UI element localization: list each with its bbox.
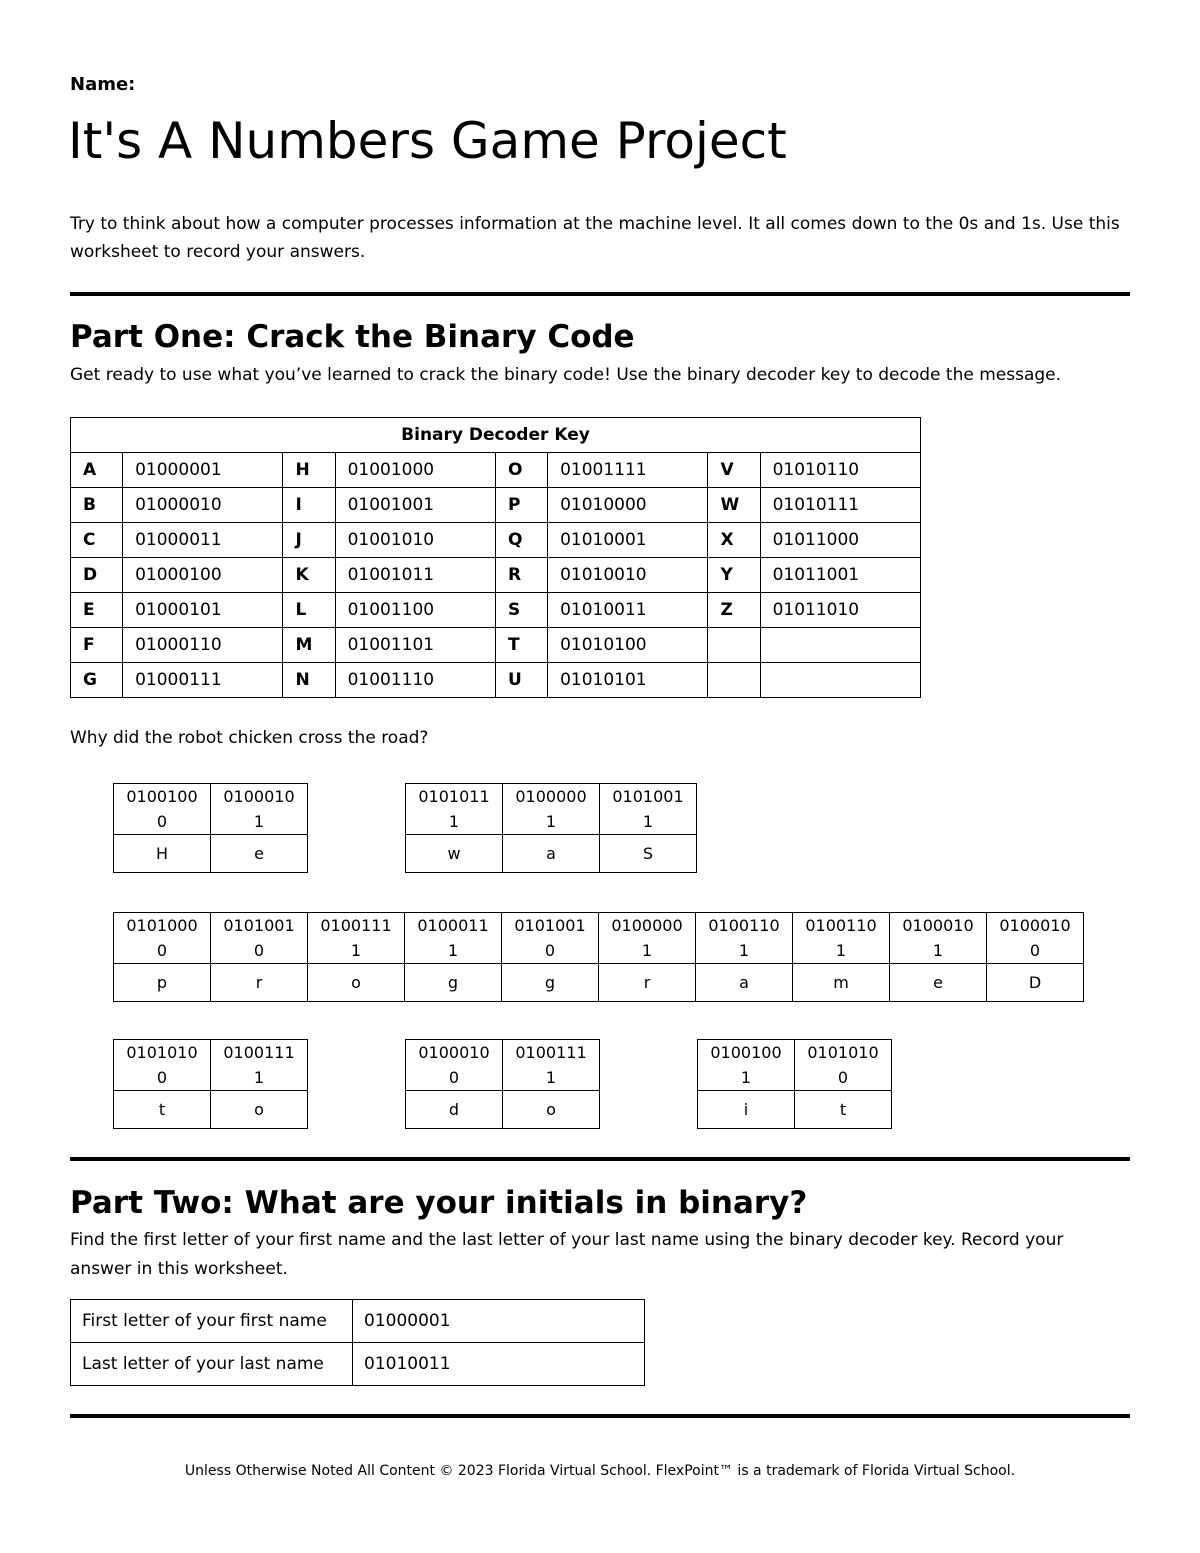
decoded-row [114, 835, 308, 873]
decoded-letter-cell[interactable]: e [890, 964, 987, 1002]
key-letter: C [71, 523, 123, 558]
binary-digits: 0100100 [710, 1043, 782, 1062]
table-row [71, 1300, 645, 1343]
key-binary: 01010100 [548, 628, 708, 663]
decoded-letter-cell[interactable]: d [406, 1091, 503, 1129]
decoded-letter-cell[interactable]: r [211, 964, 308, 1002]
key-binary: 01000110 [123, 628, 283, 663]
binary-cell [793, 913, 890, 964]
binary-cell [696, 913, 793, 964]
key-binary [760, 663, 920, 698]
key-letter: P [495, 488, 547, 523]
binary-row [406, 784, 697, 835]
binary-row [406, 1040, 600, 1091]
table-row [71, 663, 921, 698]
binary-decoder-key-table [70, 417, 921, 698]
binary-digits: 0 [544, 941, 556, 960]
binary-digits: 0100011 [417, 916, 489, 935]
key-letter: S [495, 593, 547, 628]
binary-digits: 0101010 [126, 1043, 198, 1062]
key-binary: 01000010 [123, 488, 283, 523]
key-binary: 01010010 [548, 558, 708, 593]
binary-cell [795, 1040, 892, 1091]
binary-digits: 0100000 [611, 916, 683, 935]
binary-digits: 0100010 [418, 1043, 490, 1062]
binary-cell [405, 913, 502, 964]
key-letter: T [495, 628, 547, 663]
key-binary: 01010111 [760, 488, 920, 523]
decoded-row [114, 1091, 308, 1129]
decoded-row [698, 1091, 892, 1129]
name-label: Name: [70, 74, 136, 95]
key-letter: D [71, 558, 123, 593]
key-binary: 01001110 [335, 663, 495, 698]
word-table [405, 783, 697, 873]
binary-digits: 1 [642, 812, 654, 831]
decoded-letter-cell[interactable]: a [503, 835, 600, 873]
binary-cell [114, 1040, 211, 1091]
binary-cell [406, 784, 503, 835]
binary-cell [114, 913, 211, 964]
key-letter: O [495, 453, 547, 488]
binary-digits: 0100010 [223, 787, 295, 806]
key-letter: X [708, 523, 760, 558]
key-binary: 01010110 [760, 453, 920, 488]
decoded-letter-cell[interactable]: g [502, 964, 599, 1002]
table-row [71, 593, 921, 628]
decoded-letter-cell[interactable]: o [503, 1091, 600, 1129]
binary-digits: 1 [447, 941, 459, 960]
key-binary: 01011010 [760, 593, 920, 628]
decoded-letter-cell[interactable]: t [114, 1091, 211, 1129]
key-letter: B [71, 488, 123, 523]
word-table [113, 1039, 308, 1129]
table-row [71, 453, 921, 488]
binary-digits: 0101011 [418, 787, 490, 806]
binary-digits: 0101001 [514, 916, 586, 935]
key-letter: N [283, 663, 335, 698]
word-table [113, 783, 308, 873]
key-letter: I [283, 488, 335, 523]
binary-digits: 1 [545, 812, 557, 831]
binary-digits: 0100111 [320, 916, 392, 935]
decoded-letter-cell[interactable]: e [211, 835, 308, 873]
part-two-instructions: Find the first letter of your first name and the last letter of your last name using the binary decoder key. Record your answer in this worksheet. [70, 1230, 1064, 1279]
key-letter: U [495, 663, 547, 698]
binary-digits: 1 [641, 941, 653, 960]
key-binary: 01001000 [335, 453, 495, 488]
decoded-letter-cell[interactable]: o [211, 1091, 308, 1129]
binary-digits: 0100111 [515, 1043, 587, 1062]
binary-digits: 0100111 [223, 1043, 295, 1062]
word-table [697, 1039, 892, 1129]
decoded-row [114, 964, 1084, 1002]
decoded-letter-cell[interactable]: o [308, 964, 405, 1002]
key-binary: 01001101 [335, 628, 495, 663]
first-initial-binary[interactable]: 01000001 [353, 1300, 645, 1343]
binary-digits: 0 [448, 1068, 460, 1087]
key-binary: 01000011 [123, 523, 283, 558]
riddle-question: Why did the robot chicken cross the road? [70, 728, 429, 748]
key-binary: 01011001 [760, 558, 920, 593]
key-letter: L [283, 593, 335, 628]
binary-digits: 0 [253, 941, 265, 960]
footer-copyright: Unless Otherwise Noted All Content © 2023 Florida Virtual School. FlexPoint™ is a trademark of Florida Virtual School. [184, 1463, 1016, 1479]
key-binary: 01001111 [548, 453, 708, 488]
key-letter: R [495, 558, 547, 593]
binary-cell [211, 1040, 308, 1091]
binary-digits: 0101000 [126, 916, 198, 935]
key-binary: 01000100 [123, 558, 283, 593]
key-letter: Q [495, 523, 547, 558]
table-row [71, 523, 921, 558]
last-initial-binary[interactable]: 01010011 [353, 1343, 645, 1386]
key-letter: E [71, 593, 123, 628]
binary-digits: 0101010 [807, 1043, 879, 1062]
binary-digits: 1 [932, 941, 944, 960]
binary-digits: 1 [738, 941, 750, 960]
decoded-letter-cell[interactable]: S [600, 835, 697, 873]
decoded-letter-cell[interactable]: w [406, 835, 503, 873]
part-two-heading: Part Two: What are your initials in binary? [70, 1185, 808, 1221]
binary-digits: 0100000 [515, 787, 587, 806]
key-letter: G [71, 663, 123, 698]
initials-table [70, 1299, 645, 1386]
decoded-letter-cell[interactable]: g [405, 964, 502, 1002]
binary-row [114, 1040, 308, 1091]
decoded-letter-cell[interactable]: t [795, 1091, 892, 1129]
binary-digits: 1 [253, 812, 265, 831]
binary-cell [599, 913, 696, 964]
key-binary: 01001010 [335, 523, 495, 558]
first-initial-label: First letter of your first name [71, 1300, 353, 1343]
binary-digits: 1 [448, 812, 460, 831]
binary-row [698, 1040, 892, 1091]
binary-digits: 1 [350, 941, 362, 960]
page-title: It's A Numbers Game Project [68, 112, 787, 170]
decoded-letter-cell[interactable]: m [793, 964, 890, 1002]
key-letter: V [708, 453, 760, 488]
table-row [71, 488, 921, 523]
key-letter: M [283, 628, 335, 663]
key-letter: J [283, 523, 335, 558]
binary-digits: 0 [1029, 941, 1041, 960]
key-letter: Y [708, 558, 760, 593]
divider [70, 292, 1130, 296]
key-letter: A [71, 453, 123, 488]
intro-text: Try to think about how a computer processes information at the machine level. It all comes down to the 0s and 1s. Use this worksheet to record your answers. [70, 214, 1120, 262]
binary-cell [502, 913, 599, 964]
binary-digits: 0100100 [126, 787, 198, 806]
binary-digits: 0100010 [999, 916, 1071, 935]
binary-digits: 0100010 [902, 916, 974, 935]
key-binary: 01010000 [548, 488, 708, 523]
key-letter [708, 663, 760, 698]
table-row [71, 1343, 645, 1386]
binary-cell [503, 1040, 600, 1091]
table-row [71, 628, 921, 663]
key-binary: 01000111 [123, 663, 283, 698]
binary-cell [987, 913, 1084, 964]
binary-digits: 1 [545, 1068, 557, 1087]
decoded-row [406, 835, 697, 873]
binary-digits: 0 [156, 1068, 168, 1087]
word-table [405, 1039, 600, 1129]
decoded-row [406, 1091, 600, 1129]
binary-cell [211, 784, 308, 835]
key-letter: K [283, 558, 335, 593]
word-table [113, 912, 1084, 1002]
binary-digits: 0 [156, 812, 168, 831]
binary-cell [308, 913, 405, 964]
key-binary: 01001001 [335, 488, 495, 523]
key-binary: 01011000 [760, 523, 920, 558]
binary-cell [698, 1040, 795, 1091]
binary-digits: 0 [156, 941, 168, 960]
key-letter [708, 628, 760, 663]
key-binary: 01001100 [335, 593, 495, 628]
part-one-heading: Part One: Crack the Binary Code [70, 319, 635, 355]
binary-cell [600, 784, 697, 835]
divider [70, 1157, 1130, 1161]
decoded-letter-cell[interactable]: p [114, 964, 211, 1002]
binary-digits: 0 [837, 1068, 849, 1087]
binary-digits: 1 [253, 1068, 265, 1087]
key-letter: W [708, 488, 760, 523]
key-title: Binary Decoder Key [71, 418, 921, 453]
binary-cell [114, 784, 211, 835]
binary-digits: 0100110 [708, 916, 780, 935]
decoded-letter-cell[interactable]: D [987, 964, 1084, 1002]
binary-digits: 1 [740, 1068, 752, 1087]
key-binary: 01000101 [123, 593, 283, 628]
binary-cell [211, 913, 308, 964]
key-binary: 01001011 [335, 558, 495, 593]
key-binary: 01010011 [548, 593, 708, 628]
key-binary: 01010101 [548, 663, 708, 698]
binary-row [114, 784, 308, 835]
key-binary [760, 628, 920, 663]
binary-digits: 1 [835, 941, 847, 960]
binary-row [114, 913, 1084, 964]
key-letter: F [71, 628, 123, 663]
decoded-letter-cell[interactable]: r [599, 964, 696, 1002]
binary-cell [503, 784, 600, 835]
decoded-letter-cell[interactable]: i [698, 1091, 795, 1129]
key-binary: 01010001 [548, 523, 708, 558]
binary-digits: 0101001 [223, 916, 295, 935]
key-letter: H [283, 453, 335, 488]
binary-cell [406, 1040, 503, 1091]
binary-cell [890, 913, 987, 964]
binary-digits: 0100110 [805, 916, 877, 935]
binary-digits: 0101001 [612, 787, 684, 806]
table-row [71, 558, 921, 593]
part-one-instructions: Get ready to use what you’ve learned to crack the binary code! Use the binary decoder key to decode the message. [70, 365, 1062, 385]
divider [70, 1414, 1130, 1418]
key-binary: 01000001 [123, 453, 283, 488]
last-initial-label: Last letter of your last name [71, 1343, 353, 1386]
decoded-letter-cell[interactable]: a [696, 964, 793, 1002]
key-letter: Z [708, 593, 760, 628]
decoded-letter-cell[interactable]: H [114, 835, 211, 873]
